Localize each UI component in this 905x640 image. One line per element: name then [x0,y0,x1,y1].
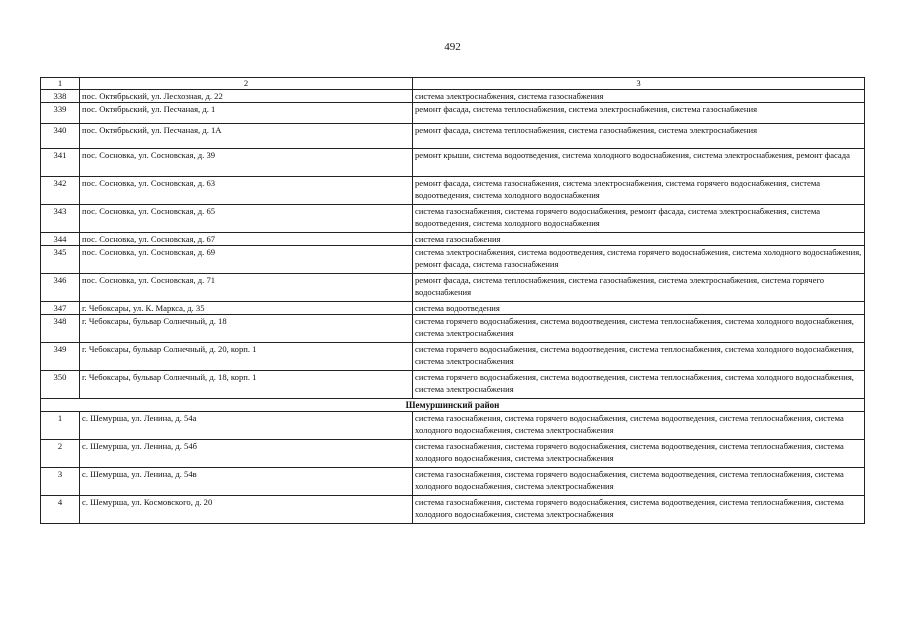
row-works: система горячего водоснабжения, система водоотведения, система теплоснабжения, система холодного водоснабжения, система электроснабжения [413,315,865,343]
table-row [41,233,865,246]
row-works: ремонт фасада, система теплоснабжения, система газоснабжения, система электроснабжения [413,124,865,149]
row-address: пос. Сосновка, ул. Сосновская, д. 63 [80,177,413,205]
table-row [41,315,865,343]
table-row [41,496,865,524]
table-row [41,205,865,233]
row-number: 340 [41,124,80,149]
row-address: с. Шемурша, ул. Космовского, д. 20 [80,496,413,524]
row-number: 348 [41,315,80,343]
row-number: 1 [41,412,80,440]
row-number: 345 [41,246,80,274]
table-row [41,371,865,399]
table-header-row [41,78,865,90]
row-number: 342 [41,177,80,205]
table-row [41,246,865,274]
row-address: пос. Сосновка, ул. Сосновская, д. 71 [80,274,413,302]
column-header-2: 2 [80,78,413,90]
row-works: ремонт фасада, система теплоснабжения, система электроснабжения, система газоснабжения [413,103,865,124]
row-number: 339 [41,103,80,124]
table-row [41,412,865,440]
table-row [41,149,865,177]
table-row [41,468,865,496]
row-number: 2 [41,440,80,468]
registry-table [40,77,865,524]
row-number: 344 [41,233,80,246]
row-address: г. Чебоксары, ул. К. Маркса, д. 35 [80,302,413,315]
row-address: пос. Октябрьский, ул. Песчаная, д. 1А [80,124,413,149]
column-header-1: 1 [41,78,80,90]
row-address: пос. Октябрьский, ул. Лесхозная, д. 22 [80,90,413,103]
row-address: пос. Сосновка, ул. Сосновская, д. 69 [80,246,413,274]
row-address: г. Чебоксары, бульвар Солнечный, д. 20, корп. 1 [80,343,413,371]
row-address: пос. Сосновка, ул. Сосновская, д. 39 [80,149,413,177]
row-works: система газоснабжения, система горячего водоснабжения, система водоотведения, система теплоснабжения, система холодного водоснабжения, система электроснабжения [413,440,865,468]
table-row [41,440,865,468]
table-row [41,103,865,124]
page-number: 492 [444,41,461,53]
row-address: пос. Октябрьский, ул. Песчаная, д. 1 [80,103,413,124]
row-works: система водоотведения [413,302,865,315]
row-number: 343 [41,205,80,233]
row-works: система газоснабжения, система горячего водоснабжения, система водоотведения, система теплоснабжения, система холодного водоснабжения, система электроснабжения [413,468,865,496]
row-address: с. Шемурша, ул. Ленина, д. 54б [80,440,413,468]
row-address: г. Чебоксары, бульвар Солнечный, д. 18 [80,315,413,343]
row-number: 3 [41,468,80,496]
row-number: 349 [41,343,80,371]
row-works: ремонт фасада, система газоснабжения, система электроснабжения, система горячего водоснабжения, система водоотведения, система холодного водоснабжения [413,177,865,205]
row-works: ремонт крыши, система водоотведения, система холодного водоснабжения, система электроснабжения, ремонт фасада [413,149,865,177]
row-number: 347 [41,302,80,315]
row-number: 338 [41,90,80,103]
row-number: 4 [41,496,80,524]
row-number: 346 [41,274,80,302]
row-works: система газоснабжения, система горячего водоснабжения, ремонт фасада, система электроснабжения, система водоотведения, система холодного водоснабжения [413,205,865,233]
row-number: 350 [41,371,80,399]
row-works: система газоснабжения [413,233,865,246]
row-works: система электроснабжения, система водоотведения, система горячего водоснабжения, система холодного водоснабжения, ремонт фасада, система газоснабжения [413,246,865,274]
row-works: система газоснабжения, система горячего водоснабжения, система водоотведения, система теплоснабжения, система холодного водоснабжения, система электроснабжения [413,412,865,440]
row-address: пос. Сосновка, ул. Сосновская, д. 65 [80,205,413,233]
table-row [41,90,865,103]
row-address: с. Шемурша, ул. Ленина, д. 54в [80,468,413,496]
table-row [41,177,865,205]
table-row [41,343,865,371]
row-address: г. Чебоксары, бульвар Солнечный, д. 18, корп. 1 [80,371,413,399]
section-header-row [41,399,865,412]
row-address: с. Шемурша, ул. Ленина, д. 54а [80,412,413,440]
row-works: система электроснабжения, система газоснабжения [413,90,865,103]
row-works: система горячего водоснабжения, система водоотведения, система теплоснабжения, система холодного водоснабжения, система электроснабжения [413,343,865,371]
row-works: система газоснабжения, система горячего водоснабжения, система водоотведения, система теплоснабжения, система холодного водоснабжения, система электроснабжения [413,496,865,524]
row-address: пос. Сосновка, ул. Сосновская, д. 67 [80,233,413,246]
column-header-3: 3 [413,78,865,90]
table-row [41,274,865,302]
table-row [41,124,865,149]
row-number: 341 [41,149,80,177]
row-works: ремонт фасада, система теплоснабжения, система газоснабжения, система электроснабжения, система горячего водоснабжения [413,274,865,302]
row-works: система горячего водоснабжения, система водоотведения, система теплоснабжения, система холодного водоснабжения, система электроснабжения [413,371,865,399]
table-row [41,302,865,315]
section-title: Шемуршинский район [41,399,865,412]
